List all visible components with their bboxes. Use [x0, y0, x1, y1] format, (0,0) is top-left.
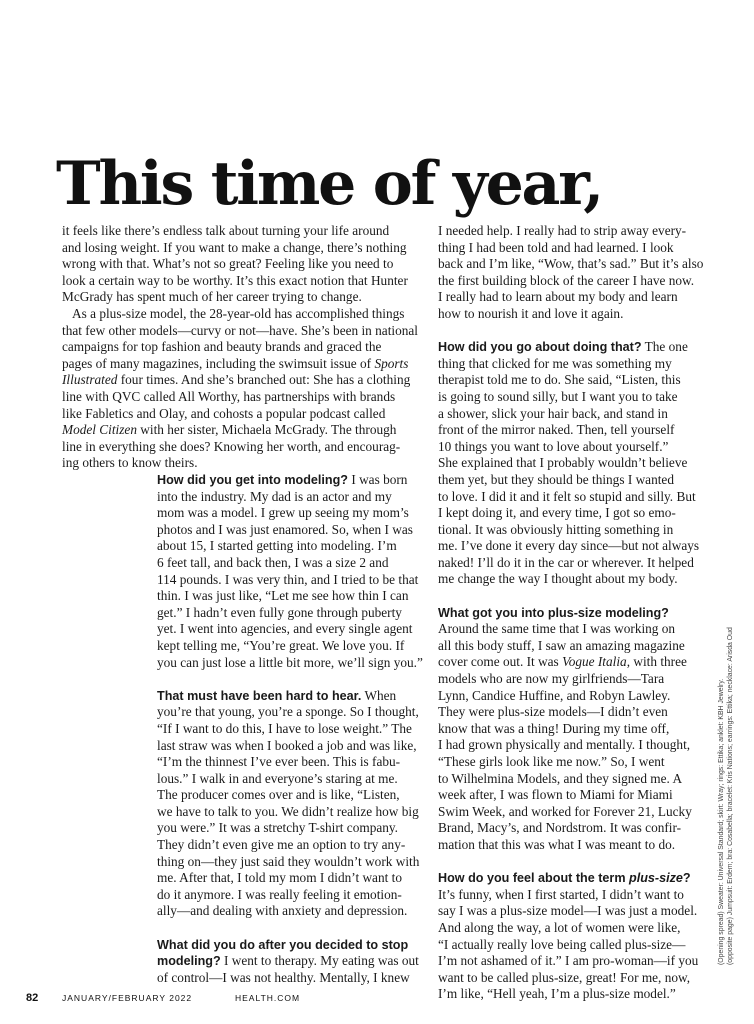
text-line: “If I want to do this, I have to lose weight.” The [157, 720, 412, 736]
text-line: “I’m the thinnest I’ve ever been. This is fabu- [157, 754, 401, 770]
text-line: you’re that young, you’re a sponge. So I thought, [157, 704, 419, 720]
text-line: all this body stuff, I saw an amazing magazine [438, 637, 685, 653]
qa-line [438, 605, 708, 622]
text-line: I’m not ashamed of it.” I am pro-woman—if you [438, 953, 699, 969]
text-line: we have to talk to you. We didn’t realize how big [157, 803, 419, 819]
question: How do you feel about the term plus-size? [438, 871, 691, 886]
page-number: 82 [26, 992, 39, 1004]
text-line: Model Citizen with her sister, Michaela McGrady. The through [62, 422, 397, 438]
issue-date: JANUARY/FEBRUARY 2022 [62, 993, 193, 1003]
text-line: me. After that, I told my mom I didn’t want to [157, 870, 402, 886]
text-line: thin. I was just like, “Let me see how thin I can [157, 588, 409, 604]
text-line: McGrady has spent much of her career trying to change. [62, 289, 362, 305]
text-line: Around the same time that I was working on [438, 621, 676, 637]
intro-paragraph-1 [62, 223, 422, 306]
interview-column-right [438, 223, 708, 1003]
text-line: it feels like there’s endless talk about turning your life around [62, 223, 390, 238]
text-line: front of the mirror naked. Then, tell yourself [438, 422, 675, 438]
text-line: The producer comes over and is like, “Listen, [157, 787, 400, 803]
headline: This time of year, [56, 149, 602, 219]
text-line: them yet, but they should be things I wanted [438, 471, 674, 487]
text-line: ally—and dealing with anxiety and depression. [157, 903, 408, 919]
text-line: It’s funny, when I first started, I didn’t want to [438, 886, 684, 902]
text-line: want to be called plus-size, great! For me, now, [438, 969, 691, 985]
qa-line: How did you get into modeling? I was born [157, 472, 408, 487]
text-line: They didn’t even give me an option to try any- [157, 837, 406, 853]
text-line: mom was a model. I grew up seeing my mom’s [157, 505, 409, 521]
text-line: campaigns for top fashion and beauty brands and graced the [62, 339, 382, 355]
text-line: Swim Week, and worked for Forever 21, Lucky [438, 803, 692, 819]
text-line: I really had to learn about my body and learn [438, 289, 678, 305]
website: HEALTH.COM [235, 993, 301, 1003]
text-line: line in everything she does? Knowing her worth, and encourag- [62, 438, 401, 454]
question: That must have been hard to hear. [157, 688, 362, 703]
text-line: the first building block of the career I have now. [438, 272, 695, 288]
question: What got you into plus-size modeling? [438, 605, 669, 620]
spacer [438, 854, 708, 871]
text-line: you can just lose a little bit more, we’ll sign you.” [157, 654, 423, 670]
text-line: about 15, I started getting into modeling. I’m [157, 538, 397, 554]
text-line: me. I’ve done it every day since—but not always [438, 538, 700, 554]
credit-line: (Opening spread) Sweater: Universal Standard; skirt: Wray; rings: Ettika; anklet: KBH Jewelry. [718, 678, 725, 965]
intro-text [62, 223, 422, 472]
magazine-title: Sports [374, 355, 409, 371]
qa-line: That must have been hard to hear. When [157, 687, 397, 703]
text-line: 10 things you want to love about yourself.” [438, 438, 669, 454]
text-line: a shower, slick your hair back, and stand in [438, 405, 668, 421]
text-line: is going to sound silly, but I want you to take [438, 388, 678, 404]
qa-line: modeling? I went to therapy. My eating was out [157, 953, 419, 969]
question: What did you do after you decided to stop [157, 937, 409, 952]
text-line: last straw was when I booked a job and was like, [157, 737, 417, 753]
spacer [157, 671, 422, 688]
magazine-title: Illustrated [62, 372, 118, 388]
text-line: look a certain way to be worthy. It’s this exact notion that Hunter [62, 272, 408, 288]
text-line: models who are now my girlfriends—Tara [438, 671, 665, 687]
text-line: Lynn, Candice Huffine, and Robyn Lawley. [438, 687, 671, 703]
text-line: ing others to know theirs. [62, 455, 198, 471]
text-line: back and I’m like, “Wow, that’s sad.” But it’s also [438, 256, 704, 272]
interview-column-left [157, 472, 422, 986]
text-line: “These girls look like me now.” So, I went [438, 754, 665, 769]
text-line: week after, I was flown to Miami for Miami [438, 787, 673, 803]
text-line: wrong with that. What’s not so great? Feeling like you need to [62, 256, 394, 272]
qa-line [157, 937, 422, 954]
text-line: do it anymore. I was really feeling it emotion- [157, 886, 402, 902]
text-line: lous.” I walk in and everyone’s staring at me. [157, 770, 398, 786]
qa-line [438, 870, 708, 887]
text-line: to love. I did it and it felt so stupid and silly. But [438, 488, 696, 504]
text-line: that few other models—curvy or not—have. She’s been in national [62, 322, 418, 338]
text-line: pages of many magazines, including the swimsuit issue of Sports [62, 355, 409, 371]
text-line: They were plus-size models—I didn’t even [438, 704, 668, 720]
text-line: know that was a thing! During my time off, [438, 720, 670, 736]
text-line: thing I had been told and had learned. I look [438, 239, 674, 255]
text-line: I had grown physically and mentally. I thought, [438, 737, 691, 753]
text-line: tional. It was obviously hitting something in [438, 521, 674, 537]
text-line: like Fabletics and Olay, and cohosts a popular podcast called [62, 405, 386, 421]
text-line: 114 pounds. I was very thin, and I tried to be that [157, 571, 419, 587]
text-line: And along the way, a lot of women were like, [438, 919, 681, 935]
text-line: me change the way I thought about my body. [438, 571, 678, 587]
text-line: kept telling me, “You’re great. We love you. If [157, 637, 405, 653]
text-line: naked! I’ll do it in the car or wherever. It helped [438, 554, 694, 570]
text-line: She explained that I probably wouldn’t believe [438, 455, 688, 471]
magazine-title: Vogue Italia [562, 654, 627, 670]
text-line: I kept doing it, and every time, I got so emo- [438, 505, 676, 521]
text-line: thing on—they just said they wouldn’t work with [157, 853, 420, 869]
text-line: to Wilhelmina Models, and they signed me. A [438, 770, 683, 786]
text-line: get.” I hadn’t even fully gone through puberty [157, 604, 402, 620]
text-line: Brand, Macy’s, and Nordstrom. It was confir- [438, 820, 682, 836]
qa-line: How did you go about doing that? The one [438, 339, 688, 355]
text-line: “I actually really love being called plus-size— [438, 936, 686, 952]
spacer [438, 588, 708, 605]
text-line: line with QVC called All Worthy, has partnerships with brands [62, 388, 396, 404]
text-line: of control—I was not healthy. Mentally, I knew [157, 969, 410, 985]
text-line: cover come out. It was Vogue Italia, with three [438, 654, 687, 670]
text-line: therapist told me to do. She said, “Listen, this [438, 372, 681, 388]
text-line: say I was a plus-size model—I was just a model. [438, 903, 698, 919]
text-line: and losing weight. If you want to make a change, there’s nothing [62, 239, 407, 255]
photo-credit [718, 605, 735, 965]
text-line: mation that this was what I was meant to do. [438, 836, 676, 852]
question: How did you go about doing that? [438, 340, 642, 355]
spacer [157, 920, 422, 937]
spacer [438, 323, 708, 340]
text-line: I’m like, “Hell yeah, I’m a plus-size model.” [438, 986, 676, 1002]
text-line: you were.” It was a stretchy T-shirt company. [157, 820, 398, 836]
text-line: I needed help. I really had to strip away every- [438, 223, 687, 238]
text-line: As a plus-size model, the 28-year-old has accomplished things [72, 305, 405, 321]
intro-paragraph-2 [62, 306, 422, 472]
text-line: Illustrated four times. And she’s branched out: She has a clothing [62, 372, 411, 388]
text-line: into the industry. My dad is an actor and my [157, 488, 392, 504]
text-line: thing that clicked for me was something my [438, 355, 672, 371]
text-line: how to nourish it and love it again. [438, 305, 624, 321]
text-line: yet. I went into agencies, and every single agent [157, 621, 413, 637]
text-line: photos and I was just enamored. So, when I was [157, 521, 413, 537]
question: How did you get into modeling? [157, 473, 348, 487]
credit-line: (opposite page) Jumpsuit: Erdem; bra: Cosabella; bracelet: Kris Nations; earrings: Ettika; necklace: Arisda Oud [726, 627, 734, 965]
text-line: 6 feet tall, and back then, I was a size 2 and [157, 554, 389, 570]
question: modeling? [157, 954, 221, 969]
podcast-title: Model Citizen [62, 422, 137, 438]
